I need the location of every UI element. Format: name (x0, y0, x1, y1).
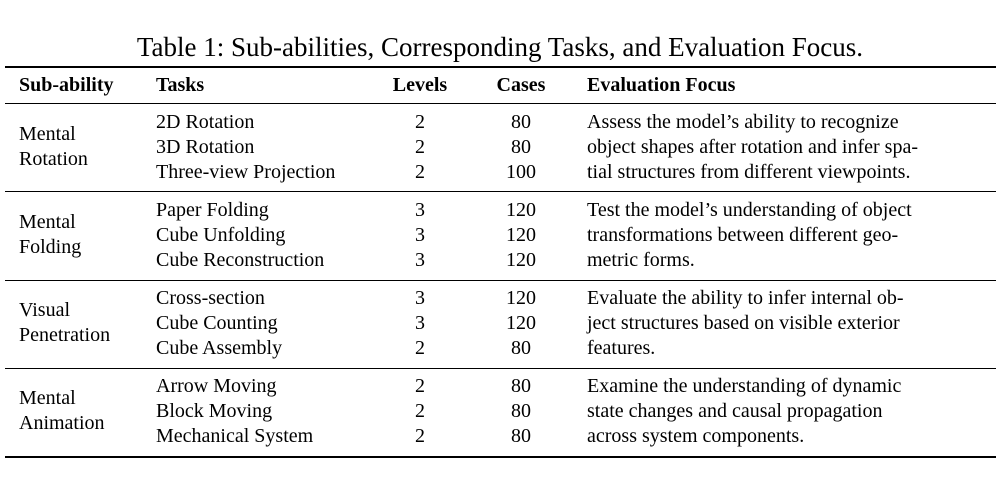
levels-cell: 3 3 2 (415, 287, 425, 359)
evaluation-focus-cell: Evaluate the ability to infer internal ob- ject structures based on visible exterior features. (587, 287, 904, 359)
bottom-rule (5, 456, 996, 458)
cases-cell: 80 80 100 (506, 111, 536, 183)
sub-ability-cell: Mental Rotation (19, 123, 88, 170)
cases-cell: 120 120 80 (506, 287, 536, 359)
tasks-cell: Paper Folding Cube Unfolding Cube Reconstruction (156, 199, 325, 271)
group-divider (5, 368, 996, 369)
header-cases: Cases (496, 74, 546, 96)
tasks-cell: 2D Rotation 3D Rotation Three-view Projection (156, 111, 336, 183)
evaluation-focus-cell: Examine the understanding of dynamic state changes and causal propagation across system components. (587, 375, 902, 447)
header-evaluation-focus: Evaluation Focus (587, 74, 736, 96)
cases-cell: 120 120 120 (506, 199, 536, 271)
levels-cell: 2 2 2 (415, 111, 425, 183)
header-rule (5, 103, 996, 104)
sub-ability-cell: Mental Animation (19, 387, 105, 434)
tasks-cell: Arrow Moving Block Moving Mechanical System (156, 375, 314, 447)
header-levels: Levels (392, 74, 448, 96)
evaluation-focus-cell: Assess the model’s ability to recognize object shapes after rotation and infer spa- tial structures from different viewpoints. (587, 111, 918, 183)
table-caption: Table 1: Sub-abilities, Corresponding Tasks, and Evaluation Focus. (136, 32, 864, 62)
sub-ability-cell: Mental Folding (19, 211, 82, 258)
group-divider (5, 191, 996, 192)
group-divider (5, 280, 996, 281)
top-rule (5, 66, 996, 68)
levels-cell: 2 2 2 (415, 375, 425, 447)
sub-ability-cell: Visual Penetration (19, 299, 111, 346)
header-tasks: Tasks (156, 74, 205, 96)
levels-cell: 3 3 3 (415, 199, 425, 271)
tasks-cell: Cross-section Cube Counting Cube Assembly (156, 287, 283, 359)
header-sub-ability: Sub-ability (19, 74, 114, 96)
evaluation-focus-cell: Test the model’s understanding of object transformations between different geo- metric forms. (587, 199, 912, 271)
cases-cell: 80 80 80 (511, 375, 531, 447)
